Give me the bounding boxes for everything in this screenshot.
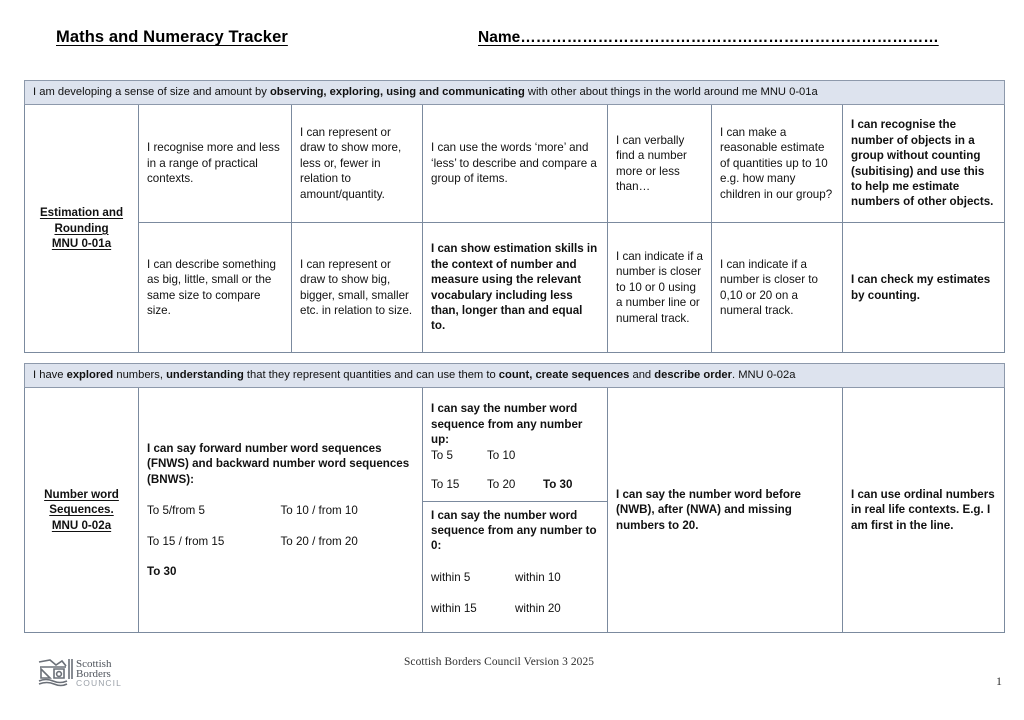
section-spacer — [25, 353, 1005, 364]
band-bold: observing, exploring, using and communicating — [269, 86, 525, 98]
criterion-text: I can represent or draw to show more, less or, fewer in relation to amount/quantity. — [300, 125, 402, 201]
title-row — [24, 28, 1000, 62]
logo-line-1: Scottish — [76, 658, 112, 670]
band-part-bold: understanding — [166, 369, 244, 381]
band-part: numbers, — [113, 369, 167, 381]
fnws-cell-value: To 10 / from 10 — [280, 504, 358, 517]
sequence-up-row-2 — [431, 477, 599, 492]
criterion-text: I can make a reasonable estimate of quantities up to 10 e.g. how many children in our group? — [720, 125, 833, 201]
sequence-up-value — [543, 448, 599, 463]
criterion-text: I can check my estimates by counting. — [851, 273, 991, 302]
sequence-down-value: within 15 — [431, 602, 477, 616]
band-suffix: with other about things in the world around me MNU 0-01a — [524, 86, 818, 98]
criterion-text: I can represent or draw to show big, bigger, small, smaller etc. in relation to size. — [300, 257, 413, 317]
sequence-up-row-1 — [431, 448, 599, 463]
logo-line-2: Borders — [76, 668, 111, 680]
criterion-text: I can say the number word before (NWB), after (NWA) and missing numbers to 20. — [616, 487, 801, 532]
band-text-numberword — [25, 364, 1005, 388]
criterion-text: I recognise more and less in a range of practical contexts. — [147, 141, 280, 186]
criterion-cell[interactable] — [608, 105, 712, 223]
sequence-up-value: To 10 — [486, 448, 516, 462]
criterion-text: I can show estimation skills in the context of number and measure using the relevant vocabulary including less than, longer than and equal to. — [431, 242, 598, 333]
sequence-up-value: To 30 — [542, 478, 573, 492]
fnws-cell-value: To 5/from 5 — [147, 504, 205, 517]
band-part: . MNU 0-02a — [732, 369, 796, 381]
section-band-estimation — [25, 81, 1005, 105]
council-crest-icon — [36, 656, 122, 694]
sequence-up-heading: I can say the number word sequence from any number up: — [431, 402, 583, 447]
sequence-down-value: within 5 — [431, 570, 471, 584]
sequence-split-cell — [423, 388, 608, 633]
criterion-cell[interactable] — [292, 105, 423, 223]
band-text-estimation — [25, 81, 1005, 105]
fnws-cell-value: To 15 / from 15 — [147, 535, 225, 549]
sequence-down-subcell[interactable] — [423, 502, 607, 625]
band-prefix: I am developing a sense of size and amount by — [33, 86, 270, 98]
sequence-up-value: To 15 — [431, 478, 460, 492]
criterion-cell[interactable] — [843, 223, 1005, 353]
criterion-text: I can indicate if a number is closer to 0,10 or 20 on a numeral track. — [720, 257, 818, 317]
criterion-text: I can use ordinal numbers in real life contexts. E.g. I am first in the line. — [851, 487, 995, 532]
row-label-line-1: Estimation and — [39, 206, 124, 220]
fnws-final-value: To 30 — [147, 564, 177, 578]
criterion-cell[interactable] — [712, 223, 843, 353]
criterion-cell[interactable] — [139, 105, 292, 223]
criterion-cell[interactable] — [423, 223, 608, 353]
sequence-down-value: within 20 — [515, 602, 561, 616]
sequence-up-value: To 20 — [486, 478, 516, 492]
sequence-up-subcell[interactable] — [423, 395, 607, 501]
sequence-up-value: To 5 — [431, 448, 453, 462]
row-label-number-word-sequences — [25, 388, 139, 633]
footer-version-note: Scottish Borders Council Version 3 2025 — [404, 656, 595, 668]
sequence-down-row-2 — [431, 601, 599, 616]
band-part: and — [629, 369, 655, 381]
table-row — [25, 388, 1005, 633]
criterion-text: I can use the words ‘more’ and ‘less’ to describe and compare a group of items. — [431, 141, 597, 186]
fnws-grid-row-1 — [147, 503, 414, 518]
fnws-grid-row-2 — [147, 534, 414, 549]
table-row — [25, 105, 1005, 223]
table-row — [25, 223, 1005, 353]
band-part-bold: describe order — [654, 369, 732, 381]
row-label-line-3: MNU 0-01a — [51, 237, 112, 251]
band-part-bold: count, create sequences — [498, 369, 630, 381]
criterion-text: I can verbally find a number more or less than… — [616, 133, 687, 193]
row-label-line-3: MNU 0-02a — [51, 518, 112, 532]
fnws-bnws-cell[interactable] — [139, 388, 423, 633]
scottish-borders-council-logo — [36, 656, 122, 694]
section-band-numberword — [25, 364, 1005, 388]
name-field[interactable]: Name……………………………………………………………………… — [478, 29, 939, 46]
row-label-line-2: Rounding — [54, 221, 109, 235]
sequence-down-row-1 — [431, 570, 599, 585]
criterion-cell[interactable] — [139, 223, 292, 353]
sequence-down-heading: I can say the number word sequence from any number to 0: — [431, 508, 597, 553]
band-part-bold: explored — [66, 369, 114, 381]
page-title: Maths and Numeracy Tracker — [56, 28, 288, 46]
criterion-cell[interactable] — [843, 105, 1005, 223]
criterion-cell-ordinal[interactable] — [843, 388, 1005, 633]
criterion-text: I can describe something as big, little, small or the same size to compare size. — [147, 257, 276, 317]
row-label-estimation-rounding — [25, 105, 139, 353]
row-label-line-1: Number word — [44, 487, 119, 501]
row-label-line-2: Sequences. — [49, 503, 114, 517]
band-part: that they represent quantities and can use them to — [243, 369, 499, 381]
tracker-table — [24, 80, 1005, 633]
criterion-cell[interactable] — [712, 105, 843, 223]
logo-line-3: COUNCIL — [76, 678, 122, 688]
criterion-text: I can recognise the number of objects in a group without counting (subitising) and use this to help me estimate numbers of other objects. — [851, 118, 994, 209]
criterion-cell[interactable] — [423, 105, 608, 223]
criterion-cell[interactable] — [608, 223, 712, 353]
band-part: I have — [33, 369, 67, 381]
criterion-cell-nwb[interactable] — [608, 388, 843, 633]
fnws-heading: I can say forward number word sequences (FNWS) and backward number word sequences (BNWS): — [147, 441, 410, 486]
fnws-cell-value: To 20 / from 20 — [280, 535, 358, 549]
sequence-down-value: within 10 — [515, 570, 561, 584]
page-number: 1 — [996, 674, 1002, 688]
criterion-cell[interactable] — [292, 223, 423, 353]
criterion-text: I can indicate if a number is closer to 10 or 0 using a number line or numeral track. — [616, 249, 704, 325]
